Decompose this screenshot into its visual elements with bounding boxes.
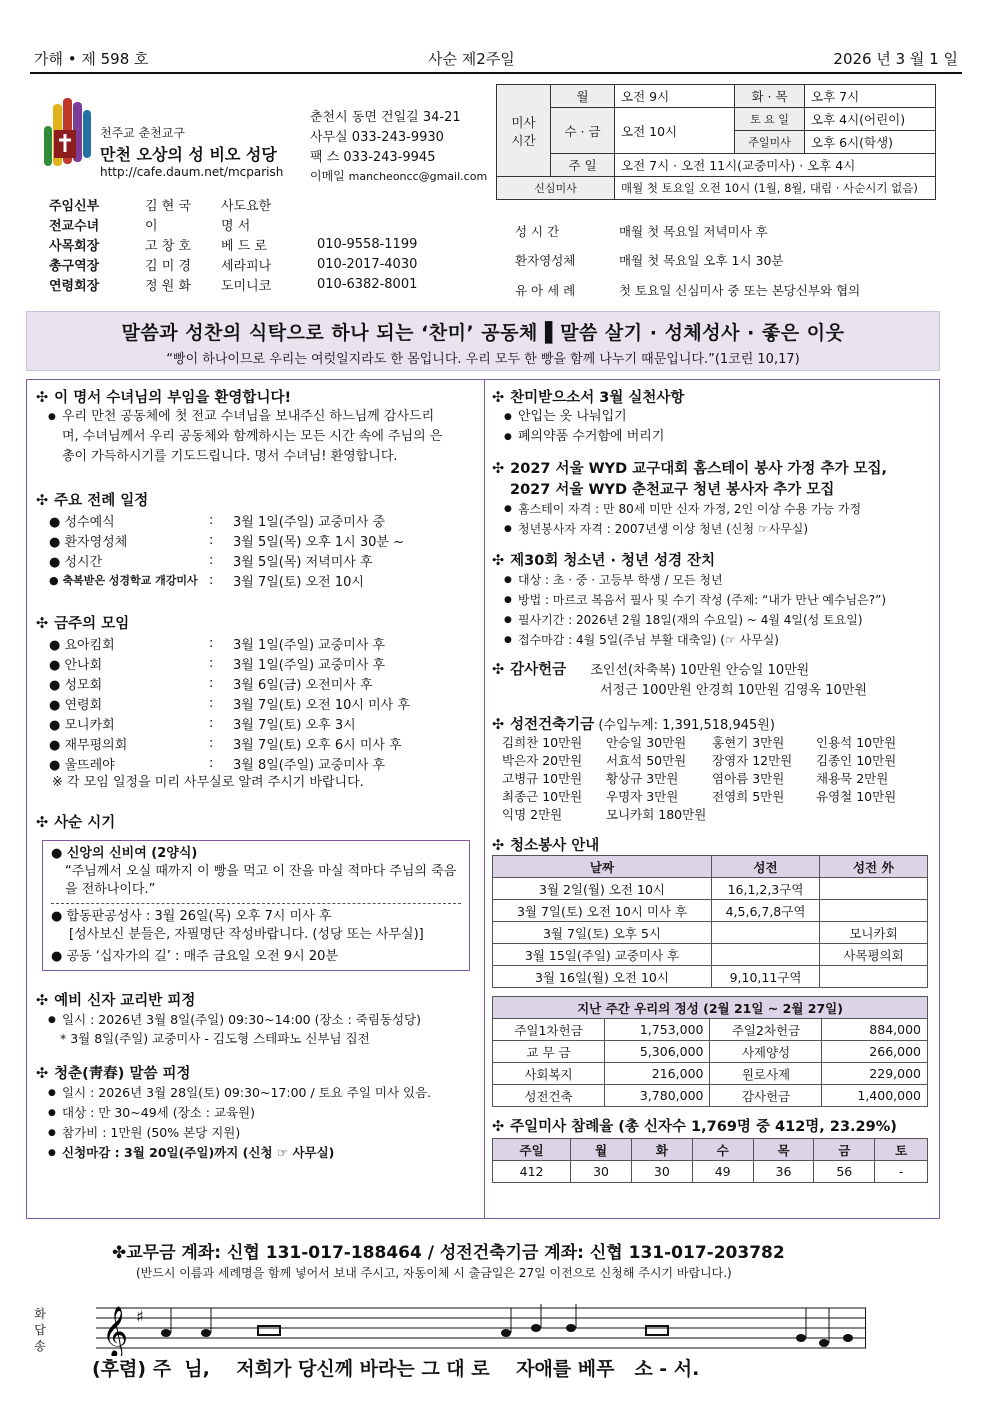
- extra-label: 환자영성체: [515, 253, 576, 268]
- extra-label: 성 시 간: [515, 223, 560, 239]
- staff-name: 김 미 경: [145, 258, 191, 274]
- list-item: ● 대상 : 만 30~49세 (장소 : 교육원): [46, 1103, 476, 1123]
- wyd-heading: [492, 457, 932, 499]
- staff-table: [46, 194, 420, 294]
- list-item: ● 안입는 옷 나눠입기: [502, 407, 932, 427]
- cross-icon: ✣: [492, 838, 505, 854]
- mass-time: 오전 10시: [615, 108, 735, 154]
- event-name: 성수예식: [64, 514, 115, 530]
- bible-heading: [492, 549, 932, 570]
- cross-icon: ✣: [36, 390, 49, 406]
- liturgy-title: 주요 전례 일정: [54, 493, 149, 509]
- list-item: ● 모니카회 : 3월 7일(토) 오후 3시: [49, 715, 356, 733]
- mass-day: 신심미사: [497, 177, 615, 200]
- meetings-title: 금주의 모임: [54, 616, 130, 632]
- list-item: ● 울뜨레야 : 3월 8일(주일) 교중미사 후: [49, 755, 386, 773]
- list-item: ● 청년봉사자 자격 : 2007년생 이상 청년 (신청 ☞사무실): [502, 519, 932, 539]
- motto-verse: “빵이 하나이므로 우리는 여럿일지라도 한 몸입니다. 우리 모두 한 빵을 함께 나누기 때문입니다.”(1코린 10,17): [166, 352, 800, 367]
- attendance-heading: [492, 1115, 932, 1136]
- liturgical-day: 사순 제2주일: [428, 50, 515, 68]
- parish-logo-icon: [40, 96, 94, 170]
- youth-list: [46, 1083, 476, 1163]
- email-row: [310, 167, 487, 184]
- meetings-heading: [36, 612, 476, 633]
- welcome-title: 이 명서 수녀님의 부임을 환영합니다!: [54, 390, 292, 406]
- thanks-block: [492, 660, 932, 701]
- cross-icon: ✣: [36, 993, 49, 1009]
- event-name: 축복받은 성경학교 개강미사: [62, 574, 198, 587]
- mass-schedule-table: [496, 84, 936, 200]
- cross-icon: ✣: [36, 815, 49, 831]
- table-row: 박은자 20만원 서효석 50만원 장영자 12만원 김종인 10만원: [502, 753, 897, 768]
- list-item: ● 홈스테이 자격 : 만 80세 미만 신자 가정, 2인 이상 수용 가능 가정: [502, 499, 932, 519]
- table-row: 412 30 30 49 36 56 -: [493, 1161, 928, 1183]
- mass-day: 토 요 일: [735, 108, 805, 131]
- list-item: ● 폐의약품 수거함에 버리기: [502, 427, 932, 447]
- psalm-label: 화 답 송: [34, 1307, 46, 1353]
- table-row: 주일1차헌금 1,753,000 주일2차헌금 884,000: [493, 1019, 928, 1041]
- staff-baptism: 베 드 로: [221, 238, 267, 254]
- list-item: ● 대상 : 초 · 중 · 고등부 학생 / 모든 청년: [502, 570, 932, 590]
- list-item: ● 성수예식 : 3월 1일(주일) 교중미사 중: [46, 510, 407, 530]
- staff-baptism: 사도요한: [221, 198, 272, 214]
- offering-table: [492, 996, 928, 1107]
- list-item: ● 접수마감 : 4월 5일(주님 부활 대축일) (☞ 사무실): [502, 630, 932, 650]
- list-item: ● 참가비 : 1만원 (50% 본당 지원): [46, 1123, 476, 1143]
- mass-time: 오후 4시(어린이): [805, 108, 936, 131]
- event-time: 3월 7일(토) 오전 10시: [233, 574, 364, 590]
- psalm-lyrics: (후렴) 주 님, 저희가 당신께 바라는 그 대 로 자애를 베푸 소 - 서.: [92, 1358, 700, 1380]
- psalm-staff-icon: [96, 1300, 866, 1356]
- meetings-note: ※ 각 모임 일정을 미리 사무실로 알려 주시기 바랍니다.: [52, 775, 364, 790]
- bank-note: (반드시 이름과 세례명을 함께 넣어서 보내 주시고, 자동이체 시 출금일은 27일 이전으로 신청해 주시기 바랍니다.): [136, 1266, 732, 1280]
- mass-day: 주 일: [551, 154, 615, 177]
- lent-note: [성사보신 분들은, 자필명단 작성바랍니다. (성당 또는 사무실)]: [69, 927, 424, 942]
- chanmi-title: 찬미받으소서 3월 실천사항: [510, 390, 685, 406]
- mass-time: 매월 첫 토요일 오전 10시 (1월, 8월, 대림 · 사순시기 없음): [615, 177, 936, 200]
- mass-time: 오후 6시(학생): [805, 131, 936, 154]
- event-name: 성시간: [64, 554, 103, 570]
- lent-item: 신앙의 신비여 (2양식): [66, 846, 198, 861]
- staff-name: 고 창 호: [145, 238, 191, 254]
- staff-role: 총구역장: [49, 258, 100, 274]
- wyd-title: 2027 서울 WYD 교구대회 홈스테이 봉사 가정 추가 모집, 2027 서울 WYD 춘천교구 청년 봉사자 추가 모집: [510, 461, 888, 498]
- issue-number: 가해 • 제 598 호: [34, 50, 149, 68]
- event-time: 3월 5일(목) 오후 1시 30분 ~: [233, 534, 404, 550]
- mass-time: 오전 9시: [615, 85, 735, 108]
- staff-phone: 010-6382-8001: [317, 276, 418, 292]
- chanmi-heading: [492, 386, 932, 407]
- staff-role: 전교수녀: [49, 218, 100, 234]
- issue-date: 2026 년 3 월 1 일: [833, 50, 958, 68]
- parish-name: 만천 오상의 성 비오 성당: [100, 145, 277, 164]
- catechumen-title: 예비 신자 교리반 피정: [54, 993, 196, 1009]
- table-row: 교 무 금 5,306,000 사제양성 266,000: [493, 1041, 928, 1063]
- list-item: ● 안나회 : 3월 1일(주일) 교중미사 후: [49, 655, 386, 673]
- issue-header: [30, 40, 962, 74]
- table-row: 고병규 10만원 황상규 3만원 염아름 3만원 채용묵 2만원: [502, 771, 889, 786]
- mass-day: 화 · 목: [735, 85, 805, 108]
- extra-label: 유 아 세 례: [515, 283, 576, 298]
- motto-title: 말씀과 성찬의 식탁으로 하나 되는 ‘찬미’ 공동체 ▌말씀 살기 · 성체성사 · 좋은 이웃: [121, 322, 845, 344]
- extra-value: 매월 첫 목요일 오후 1시 30분: [619, 253, 784, 268]
- liturgy-table: [46, 510, 407, 590]
- motto-banner: [26, 311, 940, 371]
- list-item: ● 일시 : 2026년 3월 28일(토) 09:30~17:00 / 토요 주일 미사 있음.: [46, 1083, 476, 1103]
- svg-text:𝄞: 𝄞: [102, 1306, 129, 1356]
- welcome-body: ● 우리 만천 공동체에 첫 전교 수녀님을 보내주신 하느님께 감사드리며, 수녀님께서 우리 공동체와 함께하시는 모든 시간 속에 주님의 은총이 가득하시기를 기도드립니다. 명서 수녀님! 환영합니다.: [46, 407, 446, 467]
- mass-times-label: 미사 시간: [497, 85, 551, 177]
- extra-row: [512, 277, 863, 303]
- fax-number: 팩 스 033-243-9945: [310, 150, 436, 165]
- lent-item: 합동판공성사 : 3월 26일(목) 오후 7시 미사 후: [66, 909, 332, 924]
- building-fund-total: (수입누계: 1,391,518,945원): [598, 718, 775, 733]
- diocese-name: 천주교 춘천교구: [100, 126, 185, 140]
- table-row: 성전건축 3,780,000 감사헌금 1,400,000: [493, 1085, 928, 1107]
- catechumen-note: * 3월 8일(주일) 교중미사 - 김도형 스테파노 신부님 집전: [60, 1031, 370, 1046]
- table-row: 최종근 10만원 우명자 3만원 전영희 5만원 유영철 10만원: [502, 789, 897, 804]
- staff-row: [46, 254, 420, 274]
- extra-schedule: [512, 218, 863, 303]
- youth-heading: [36, 1062, 476, 1083]
- staff-role: 사목회장: [49, 238, 100, 254]
- staff-row: [46, 214, 420, 234]
- mass-time: 오전 7시 · 오전 11시(교중미사) · 오후 4시: [615, 154, 936, 177]
- list-item: ● 환자영성체 : 3월 5일(목) 오후 1시 30분 ~: [46, 530, 407, 550]
- thanks-line: 조인선(차축복) 10만원 안승일 10만원: [590, 663, 810, 678]
- cross-icon: ✣: [36, 1066, 49, 1082]
- youth-title: 청춘(靑春) 말씀 피정: [54, 1066, 191, 1082]
- staff-phone: [314, 214, 420, 234]
- lent-item: 공동 ‘십자가의 길’ : 매주 금요일 오전 9시 20분: [66, 949, 338, 964]
- list-item: ● 성모회 : 3월 6일(금) 오전미사 후: [49, 675, 373, 693]
- extra-value: 첫 토요일 신심미사 중 또는 본당신부와 협의: [619, 283, 861, 298]
- cross-icon: ✣: [492, 553, 505, 569]
- column-divider: [484, 379, 485, 1219]
- extra-row: [512, 218, 863, 243]
- liturgy-heading: [36, 489, 476, 510]
- mass-day: 주일미사: [735, 131, 805, 154]
- staff-phone: [314, 194, 420, 214]
- svg-text:♯: ♯: [136, 1307, 144, 1326]
- meetings-table: [46, 633, 413, 773]
- cross-icon: ✣: [492, 461, 505, 477]
- staff-name: 김 현 국: [145, 198, 191, 214]
- cleaning-title: 청소봉사 안내: [510, 838, 600, 854]
- table-row: 3월 16일(월) 오전 10시 9,10,11구역: [493, 966, 928, 988]
- staff-baptism: 명 서: [221, 218, 251, 234]
- event-name: 환자영성체: [64, 534, 128, 550]
- bank-accounts: ✤교무금 계좌: 신협 131-017-188464 / 성전건축기금 계좌: 신협 131-017-203782: [112, 1243, 785, 1263]
- mass-day: 수 · 금: [551, 108, 615, 154]
- table-row: 김희찬 10만원 안승일 30만원 홍현기 3만원 인용석 10만원: [502, 735, 897, 750]
- email-address[interactable]: mancheoncc@gmail.com: [348, 170, 488, 183]
- list-item: ● 요아킴회 : 3월 1일(주일) 교중미사 후: [49, 635, 386, 653]
- table-row: 3월 15일(주일) 교중미사 후 사목평의회: [493, 944, 928, 966]
- thanks-title: 감사헌금: [510, 662, 567, 678]
- attendance-title: 주일미사 참례율 (총 신자수 1,769명 중 412명, 23.29%): [510, 1119, 897, 1135]
- cleaning-heading: [492, 834, 932, 855]
- cross-icon: ✣: [492, 390, 505, 406]
- list-item: ● 방법 : 마르코 복음서 필사 및 수기 작성 (주제: “내가 만난 예수님은?”): [502, 590, 932, 610]
- left-column: [36, 386, 476, 1163]
- staff-role: 연령회장: [49, 278, 100, 294]
- thanks-line: 서정근 100만원 안경희 10만원 김영옥 10만원: [600, 683, 867, 698]
- lent-acclamation: “주님께서 오실 때까지 이 빵을 먹고 이 잔을 마실 적마다 주님의 죽음을 전하나이다.”: [51, 863, 461, 904]
- welcome-heading: [36, 386, 476, 407]
- table-row: 사회복지 216,000 원로사제 229,000: [493, 1063, 928, 1085]
- staff-row: [46, 194, 420, 214]
- mass-day: 월: [551, 85, 615, 108]
- list-item: ● 필사기간 : 2026년 2월 18일(재의 수요일) ~ 4월 4일(성 토요일): [502, 610, 932, 630]
- email-label: 이메일: [310, 169, 345, 183]
- event-time: 3월 1일(주일) 교중미사 중: [233, 514, 386, 530]
- attendance-table: 주일 월 화 수 목 금 토 412 30 30 49 36 56 -: [492, 1138, 928, 1183]
- table-row: 익명 2만원 모니카회 180만원: [502, 807, 707, 822]
- parish-address: 춘천시 동면 건일길 34-21: [310, 110, 461, 125]
- offering-title: 지난 주간 우리의 정성 (2월 21일 ~ 2월 27일): [493, 997, 928, 1019]
- lent-heading: [36, 811, 476, 832]
- extra-row: [512, 243, 863, 277]
- mass-time: 오후 7시: [805, 85, 936, 108]
- list-item: ● 축복받은 성경학교 개강미사 : 3월 7일(토) 오전 10시: [46, 570, 407, 590]
- list-item: ● 신청마감 : 3월 20일(주일)까지 (신청 ☞ 사무실): [46, 1143, 476, 1163]
- cross-icon: ✣: [36, 616, 49, 632]
- building-fund-heading: [492, 713, 932, 734]
- staff-phone: 010-2017-4030: [317, 256, 418, 272]
- cross-icon: ✣: [36, 493, 49, 509]
- lent-box: ● 신앙의 신비여 (2양식) “주님께서 오실 때까지 이 빵을 먹고 이 잔을 마실 적마다 주님의 죽음을 전하나이다.” ● 합동판공성사 : 3월 26일(목) 오후 7시 미사 후 [성사보신 분들은, 자필명단 작성바랍니다. (성당 또는 사무실)] ● 공동 ‘십자가의 길’ : 매주 금요일 오전 9시 20분: [42, 840, 470, 971]
- list-item: ● 연령회 : 3월 7일(토) 오전 10시 미사 후: [49, 695, 410, 713]
- table-row: 3월 2일(월) 오전 10시 16,1,2,3구역: [493, 878, 928, 900]
- staff-role: 주임신부: [49, 198, 100, 214]
- staff-row: [46, 274, 420, 294]
- event-time: 3월 5일(목) 저녁미사 후: [233, 554, 373, 570]
- building-fund-title: 성전건축기금: [510, 717, 595, 733]
- staff-phone: 010-9558-1199: [317, 236, 418, 252]
- staff-baptism: 세라피나: [221, 258, 272, 274]
- cross-icon: ✣: [492, 1119, 505, 1135]
- cross-icon: ✣: [492, 717, 505, 733]
- staff-name: 이: [145, 218, 158, 234]
- staff-name: 정 원 화: [145, 278, 191, 294]
- cleaning-table: 날짜 성전 성전 外 3월 2일(월) 오전 10시 16,1,2,3구역 3월 7일(토) 오전 10시 미사 후 4,5,6,7,8구역 3월 7일(토) 오후 5시 모니카회 3월 15일(주일) 교중미사 후 사목평의회 3월 16일(월) 오전 10시 9,10,11구역: [492, 855, 928, 988]
- table-row: 3월 7일(토) 오전 10시 미사 후 4,5,6,7,8구역: [493, 900, 928, 922]
- lent-title: 사순 시기: [54, 815, 116, 831]
- staff-row: [46, 234, 420, 254]
- table-row: 3월 7일(토) 오후 5시 모니카회: [493, 922, 928, 944]
- office-phone: 사무실 033-243-9930: [310, 130, 444, 145]
- bible-title: 제30회 청소년 · 청년 성경 잔치: [510, 553, 716, 569]
- catechumen-heading: [36, 989, 476, 1010]
- cross-icon: ✣: [492, 662, 505, 678]
- catechumen-date: ● 일시 : 2026년 3월 8일(주일) 09:30~14:00 (장소 : 죽림동성당): [46, 1010, 476, 1030]
- list-item: ● 성시간 : 3월 5일(목) 저녁미사 후: [46, 550, 407, 570]
- building-fund-table: [502, 734, 896, 824]
- parish-url[interactable]: http://cafe.daum.net/mcparish: [100, 165, 284, 179]
- list-item: ● 재무평의회 : 3월 7일(토) 오후 6시 미사 후: [49, 735, 402, 753]
- staff-baptism: 도미니코: [221, 278, 272, 294]
- right-column: [492, 386, 932, 1183]
- extra-value: 매월 첫 목요일 저녁미사 후: [619, 223, 768, 239]
